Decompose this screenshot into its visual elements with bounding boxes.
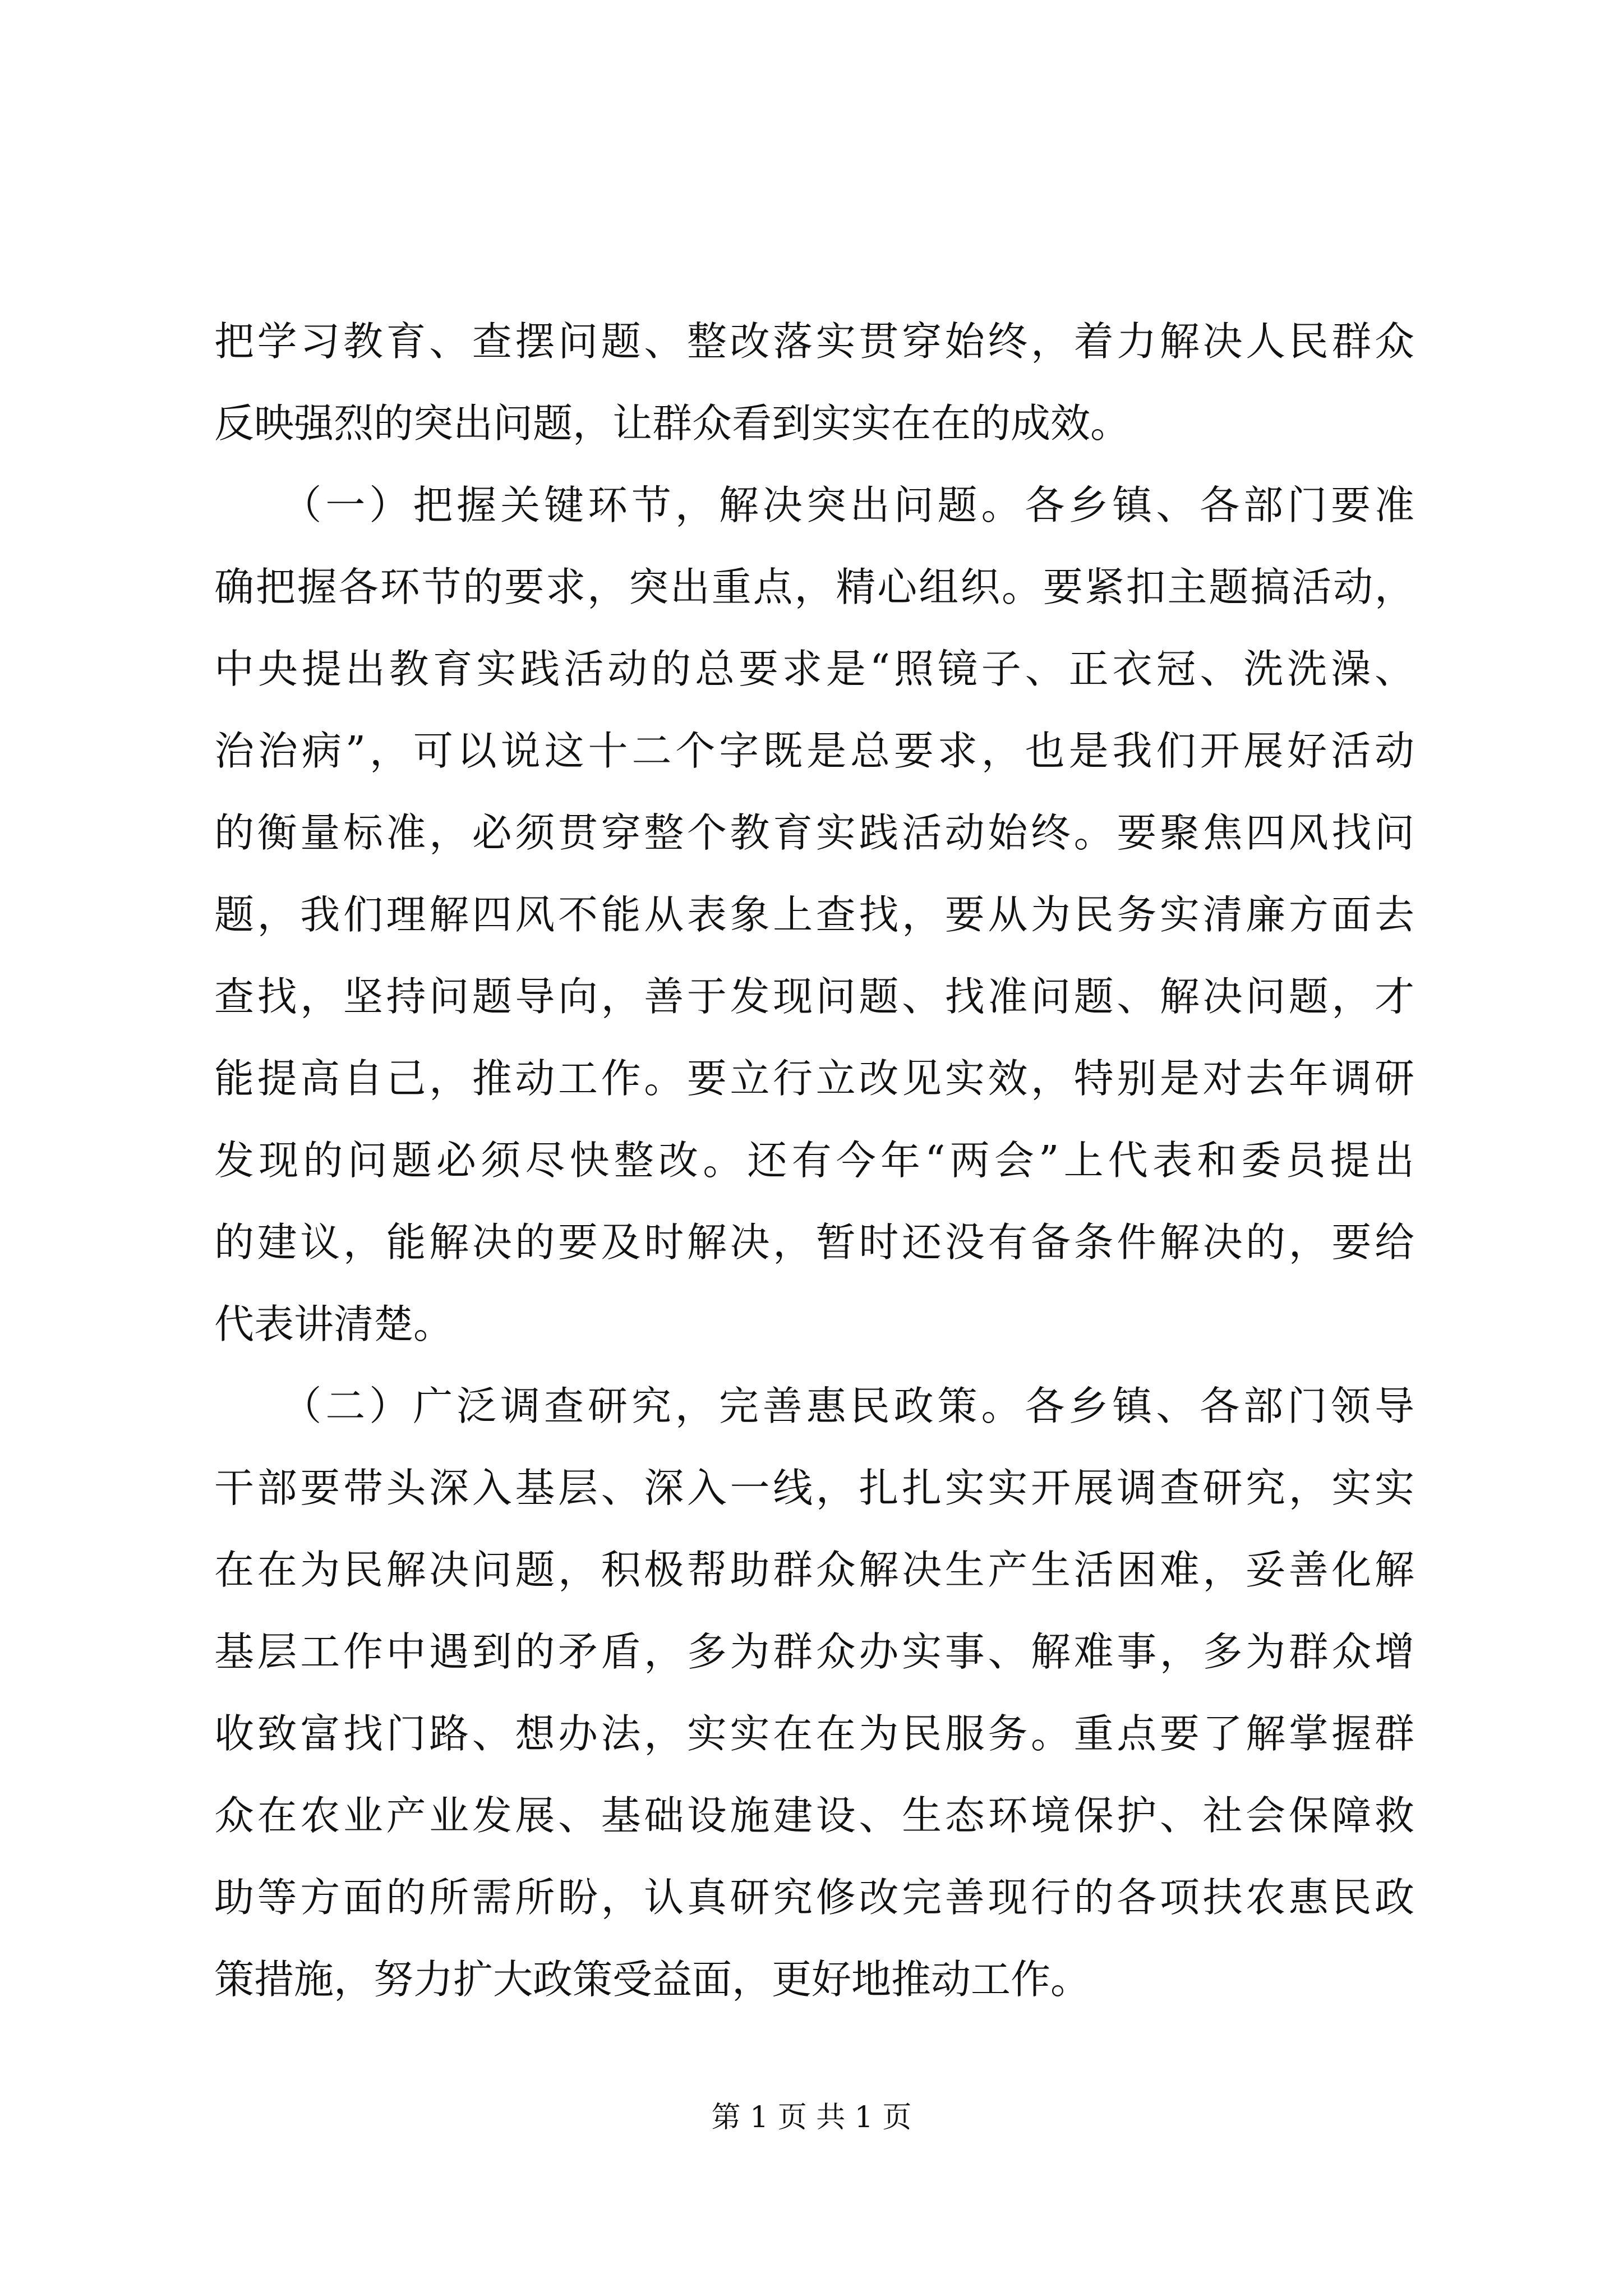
text-line: 基层工作中遇到的矛盾，多为群众办实事、解难事，多为群众增	[214, 1628, 1414, 1675]
text-line: 收致富找门路、想办法，实实在在为民服务。重点要了解掌握群	[214, 1710, 1414, 1757]
paragraph-heading-line: （一）把握关键环节，解决突出问题。各乡镇、各部门要准	[214, 482, 1414, 528]
text-line: 能提高自己，推动工作。要立行立改见实效，特别是对去年调研	[214, 1055, 1414, 1102]
body-text	[214, 301, 1414, 2021]
page-footer: 第 1 页 共 1 页	[711, 2101, 912, 2134]
text-line: 治治病”，可以说这十二个字既是总要求，也是我们开展好活动	[214, 728, 1414, 774]
text-line: 的衡量标准，必须贯穿整个教育实践活动始终。要聚焦四风找问	[214, 809, 1414, 856]
text-line: 的建议，能解决的要及时解决，暂时还没有备条件解决的，要给	[214, 1219, 1414, 1266]
text-line: 查找，坚持问题导向，善于发现问题、找准问题、解决问题，才	[214, 973, 1414, 1020]
text-line: 在在为民解决问题，积极帮助群众解决生产生活困难，妥善化解	[214, 1547, 1414, 1593]
text-line: 策措施，努力扩大政策受益面，更好地推动工作。	[214, 1956, 1091, 2003]
text-line: 题，我们理解四风不能从表象上查找，要从为民务实清廉方面去	[214, 891, 1414, 938]
text-line: 众在农业产业发展、基础设施建设、生态环境保护、社会保障救	[214, 1792, 1414, 1839]
text-line: 确把握各环节的要求，突出重点，精心组织。要紧扣主题搞活动，	[214, 564, 1414, 610]
text-line: 干部要带头深入基层、深入一线，扎扎实实开展调查研究，实实	[214, 1465, 1414, 1511]
text-line: 把学习教育、查摆问题、整改落实贯穿始终，着力解决人民群众	[214, 318, 1414, 365]
paragraph-heading-line: （二）广泛调查研究，完善惠民政策。各乡镇、各部门领导	[214, 1383, 1414, 1429]
text-line: 反映强烈的突出问题，让群众看到实实在在的成效。	[214, 400, 1131, 447]
text-line: 代表讲清楚。	[214, 1301, 454, 1347]
text-line: 助等方面的所需所盼，认真研究修改完善现行的各项扶农惠民政	[214, 1874, 1414, 1921]
text-line: 中央提出教育实践活动的总要求是“照镜子、正衣冠、洗洗澡、	[214, 646, 1414, 692]
text-line: 发现的问题必须尽快整改。还有今年“两会”上代表和委员提出	[214, 1137, 1414, 1184]
